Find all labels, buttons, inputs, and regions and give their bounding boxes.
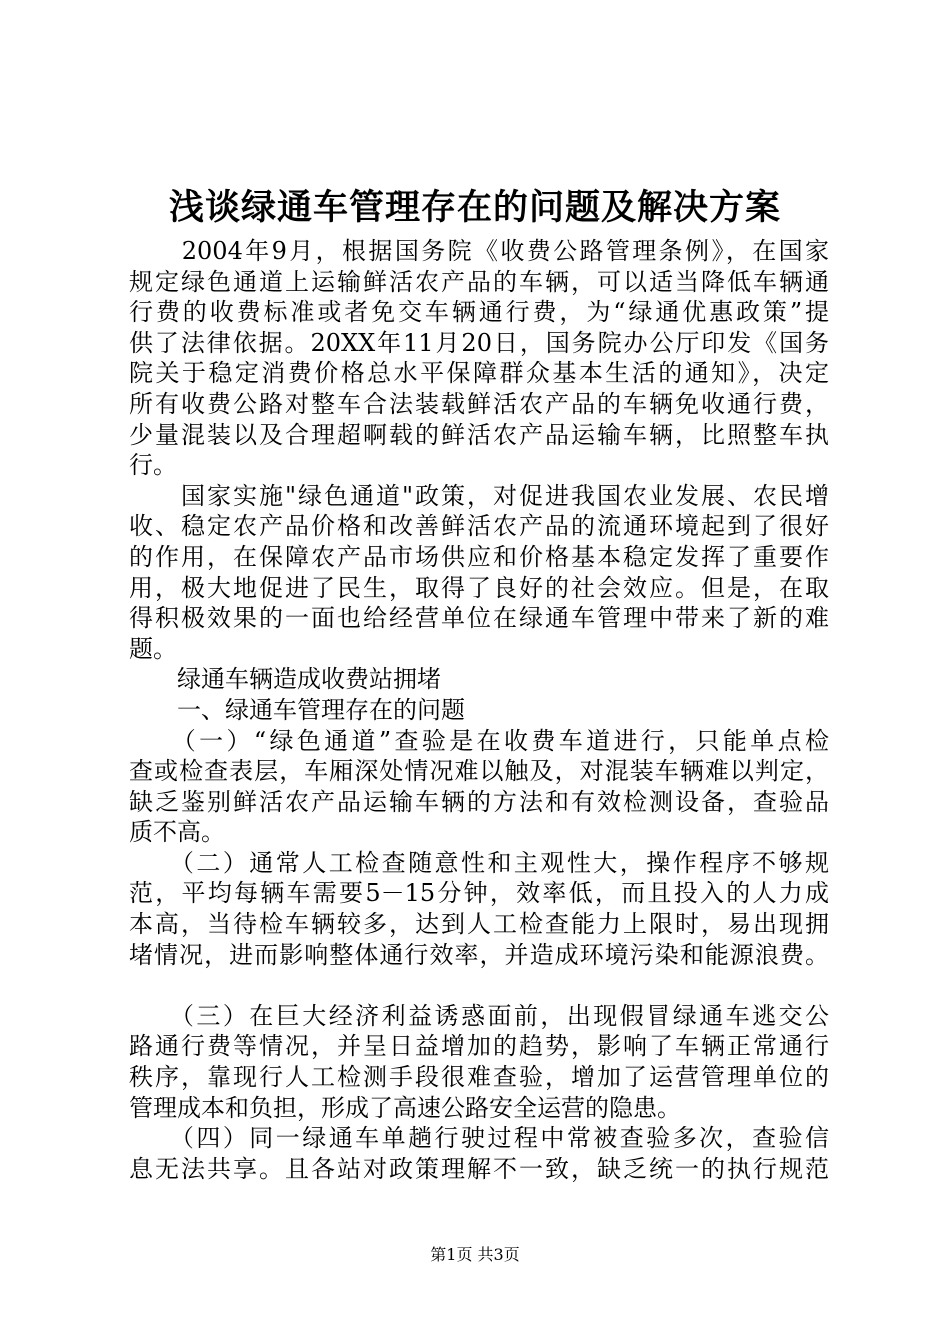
text-line: （四）同一绿通车单趟行驶过程中常被查验多次，查验信: [129, 1124, 829, 1153]
text-line: 院关于稳定消费价格总水平保障群众基本生活的通知》，决定: [129, 359, 829, 388]
document-body: [129, 236, 829, 1184]
text-line: 行费的收费标准或者免交车辆通行费，为“绿通优惠政策”提: [129, 298, 829, 327]
text-line: 息无法共享。且各站对政策理解不一致，缺乏统一的执行规范: [129, 1154, 829, 1183]
text-line: 范，平均每辆车需要5－15分钟，效率低，而且投入的人力成: [129, 879, 829, 908]
text-line: 秩序，靠现行人工检测手段很难查验，增加了运营管理单位的: [129, 1063, 829, 1092]
text-line: 所有收费公路对整车合法装载鲜活农产品的车辆免收通行费，: [129, 389, 829, 418]
text-line: 题。: [129, 634, 177, 663]
text-line: 国家实施"绿色通道"政策，对促进我国农业发展、农民增: [129, 481, 829, 510]
text-line: （二）通常人工检查随意性和主观性大，操作程序不够规: [129, 848, 829, 877]
text-line: 的作用，在保障农产品市场供应和价格基本稳定发挥了重要作: [129, 542, 829, 571]
text-line: 用，极大地促进了民生，取得了良好的社会效应。但是，在取: [129, 573, 829, 602]
text-line: 绿通车辆造成收费站拥堵: [129, 665, 441, 694]
text-line: （一）“绿色通道”查验是在收费车道进行，只能单点检: [129, 726, 829, 755]
text-line: 路通行费等情况，并呈日益增加的趋势，影响了车辆正常通行: [129, 1032, 829, 1061]
text-line: 管理成本和负担，形成了高速公路安全运营的隐患。: [129, 1093, 681, 1122]
text-line: 本高，当待检车辆较多，达到人工检查能力上限时，易出现拥: [129, 910, 829, 939]
text-line: 供了法律依据。20XX年11月20日，国务院办公厅印发《国务: [129, 328, 829, 357]
text-line: 行。: [129, 451, 177, 480]
page-footer: 第1页 共3页: [430, 1245, 520, 1264]
text-line: 质不高。: [129, 818, 225, 847]
text-line: 查或检查表层，车厢深处情况难以触及，对混装车辆难以判定，: [129, 757, 829, 786]
blank-line: [129, 970, 829, 1001]
text-line: 缺乏鉴别鲜活农产品运输车辆的方法和有效检测设备，查验品: [129, 787, 829, 816]
text-line: 得积极效果的一面也给经营单位在绿通车管理中带来了新的难: [129, 604, 829, 633]
document-title: 浅谈绿通车管理存在的问题及解决方案: [168, 187, 781, 228]
text-line: 堵情况，进而影响整体通行效率，并造成环境污染和能源浪费。: [129, 940, 829, 969]
text-line: 少量混装以及合理超啊载的鲜活农产品运输车辆，比照整车执: [129, 420, 829, 449]
text-line: 收、稳定农产品价格和改善鲜活农产品的流通环境起到了很好: [129, 512, 829, 541]
text-line: （三）在巨大经济利益诱惑面前，出现假冒绿通车逃交公: [129, 1001, 829, 1030]
text-line: 一、绿通车管理存在的问题: [129, 695, 465, 724]
text-line: 规定绿色通道上运输鲜活农产品的车辆，可以适当降低车辆通: [129, 267, 829, 296]
text-line: 2004年9月，根据国务院《收费公路管理条例》，在国家: [129, 237, 829, 265]
